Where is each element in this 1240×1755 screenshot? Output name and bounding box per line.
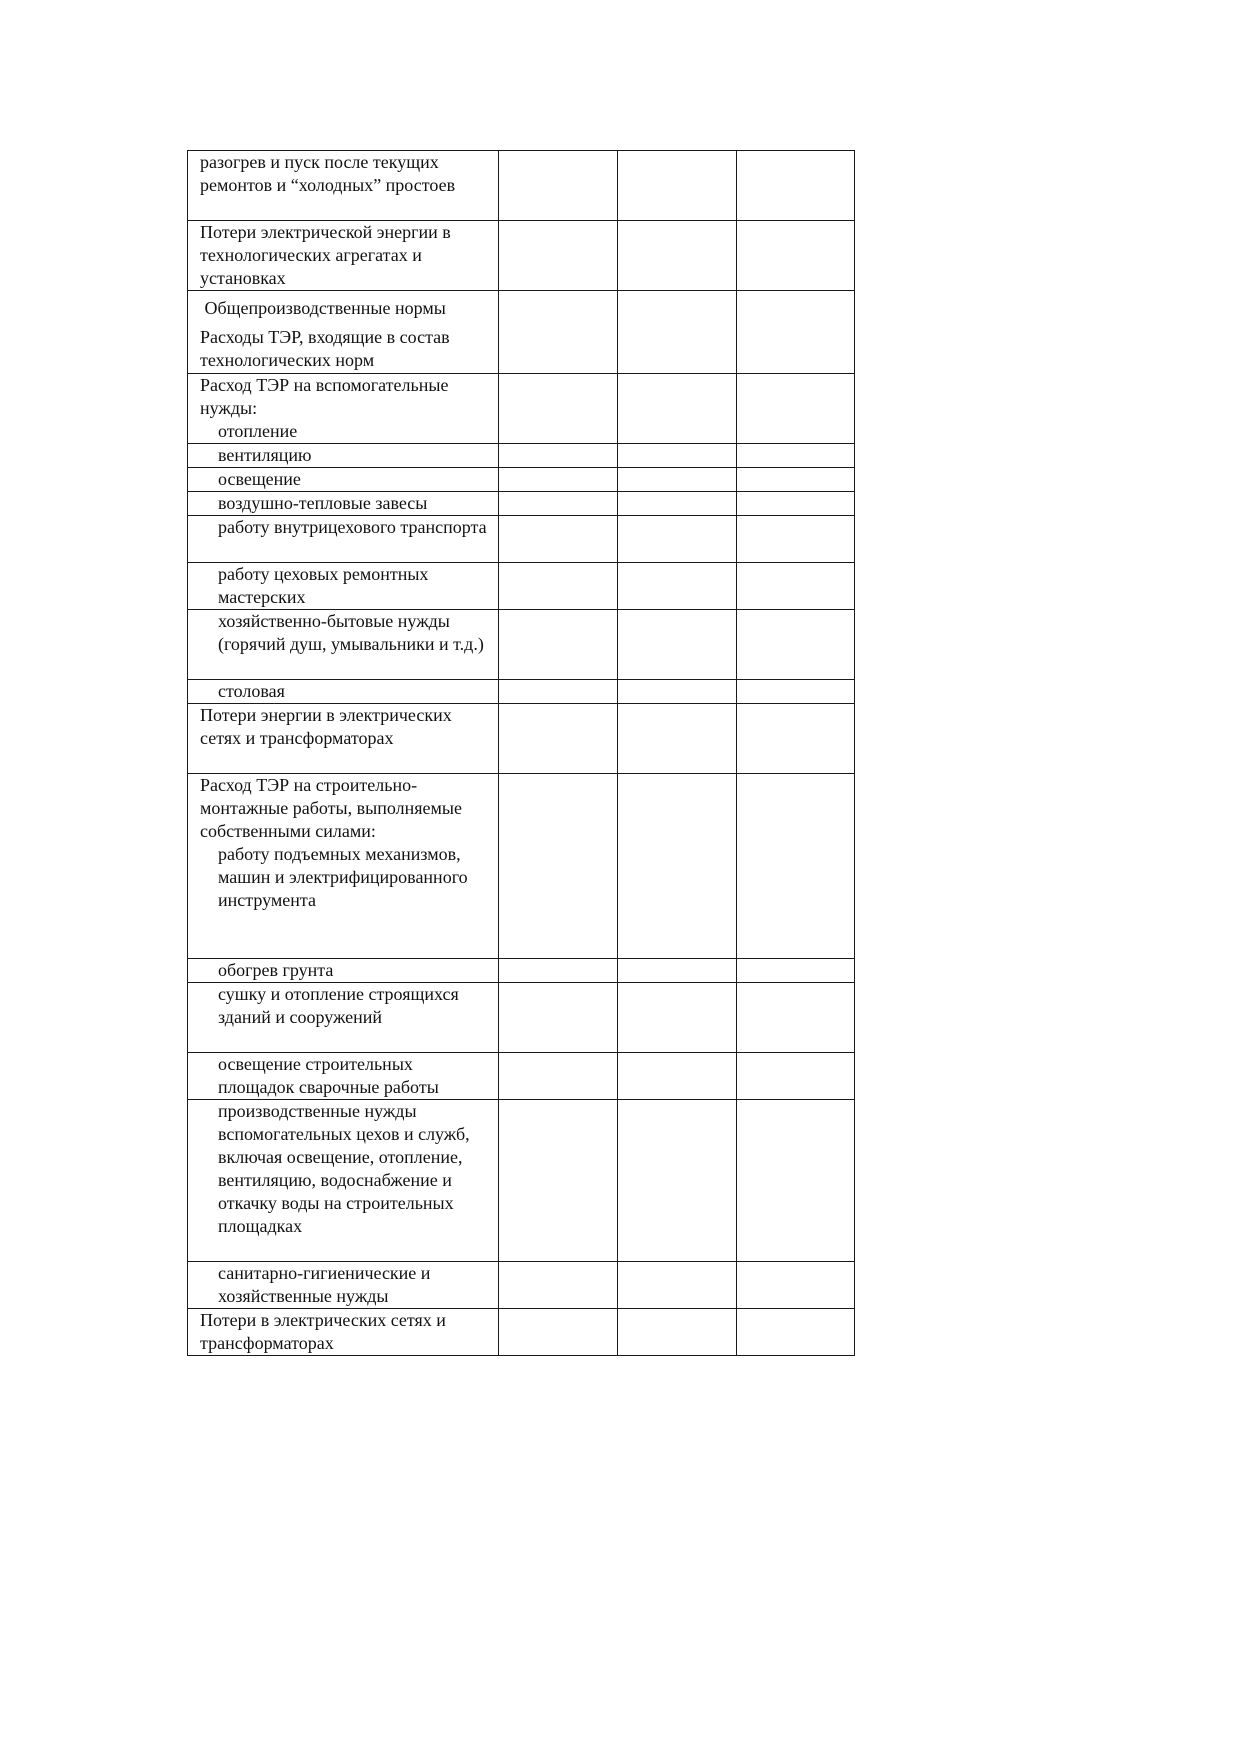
value-cell [499,1100,618,1262]
table-row [188,959,855,983]
row-label-cell [188,1309,499,1356]
table-row [188,221,855,291]
row-label-cell [188,291,499,374]
value-cell [618,959,737,983]
row-label-cell [188,704,499,774]
value-cell [618,492,737,516]
row-label: обогрев грунта [218,960,334,980]
table-row [188,680,855,704]
row-sub-label: отопление [218,421,298,441]
row-label: сушку и отопление строящихся зданий и сооружений [218,984,459,1027]
value-cell [737,610,855,680]
table-row [188,291,855,374]
row-label: столовая [218,681,285,701]
value-cell [618,151,737,221]
row-label: освещение [218,469,301,489]
value-cell [737,563,855,610]
value-cell [499,680,618,704]
row-sub-label: работу подъемных механизмов, машин и электрифицированного инструмента [218,844,468,910]
value-cell [737,1309,855,1356]
value-cell [737,291,855,374]
row-label: освещение строительных площадок сварочные работы [218,1054,439,1097]
value-cell [618,374,737,444]
row-label-cell [188,374,499,444]
row-label: хозяйственно-бытовые нужды (горячий душ, умывальники и т.д.) [218,611,484,654]
value-cell [499,983,618,1053]
row-label-cell [188,1100,499,1262]
value-cell [618,1100,737,1262]
value-cell [737,983,855,1053]
row-label-cell [188,221,499,291]
value-cell [499,492,618,516]
table-row [188,516,855,563]
value-cell [737,1100,855,1262]
value-cell [737,516,855,563]
row-label-cell [188,1053,499,1100]
value-cell [618,1053,737,1100]
value-cell [499,610,618,680]
row-label: разогрев и пуск после текущих ремонтов и “холодных” простоев [200,152,456,195]
row-label: производственные нужды вспомогательных цехов и служб, включая освещение, отопление, вентиляцию, водоснабжение и откачку воды на строительных площадках [218,1101,470,1236]
value-cell [618,291,737,374]
table-row [188,704,855,774]
value-cell [618,563,737,610]
section-heading: Общепроизводственные нормы [200,298,446,318]
row-label-cell [188,151,499,221]
row-label-cell [188,468,499,492]
value-cell [618,516,737,563]
table-row [188,492,855,516]
value-cell [737,959,855,983]
value-cell [737,774,855,959]
value-cell [618,444,737,468]
table-row [188,374,855,444]
norms-table [187,150,855,1356]
value-cell [618,610,737,680]
row-label: Расходы ТЭР, входящие в состав технологических норм [200,327,450,370]
row-label: санитарно-гигиенические и хозяйственные нужды [218,1263,431,1306]
value-cell [499,221,618,291]
value-cell [737,492,855,516]
value-cell [499,959,618,983]
table-row [188,610,855,680]
value-cell [499,774,618,959]
row-label-cell [188,1262,499,1309]
value-cell [737,468,855,492]
row-label-cell [188,959,499,983]
row-label-cell [188,610,499,680]
row-label-cell [188,680,499,704]
row-label: Потери электрической энергии в технологических агрегатах и установках [200,222,451,288]
table-row [188,444,855,468]
value-cell [499,468,618,492]
table-row [188,983,855,1053]
value-cell [618,704,737,774]
row-label: воздушно-тепловые завесы [218,493,428,513]
value-cell [737,221,855,291]
row-label: Расход ТЭР на вспомогательные нужды: [200,375,449,418]
row-label: вентиляцию [218,445,312,465]
value-cell [737,151,855,221]
value-cell [737,680,855,704]
row-label: работу цеховых ремонтных мастерских [218,564,429,607]
table-row [188,1262,855,1309]
value-cell [499,1309,618,1356]
value-cell [499,1262,618,1309]
value-cell [499,374,618,444]
row-label-cell [188,492,499,516]
value-cell [499,704,618,774]
row-label-cell [188,774,499,959]
table-row [188,1053,855,1100]
value-cell [618,680,737,704]
table-row [188,468,855,492]
table-row [188,774,855,959]
value-cell [618,468,737,492]
row-label-cell [188,516,499,563]
value-cell [737,444,855,468]
value-cell [618,1309,737,1356]
row-label: Потери в электрических сетях и трансформаторах [200,1310,446,1353]
value-cell [737,1053,855,1100]
value-cell [737,704,855,774]
value-cell [499,291,618,374]
value-cell [618,983,737,1053]
row-label: Расход ТЭР на строительно-монтажные работы, выполняемые собственными силами: [200,775,462,841]
value-cell [618,221,737,291]
table-row [188,1100,855,1262]
value-cell [737,1262,855,1309]
value-cell [499,563,618,610]
value-cell [499,444,618,468]
value-cell [499,516,618,563]
value-cell [618,1262,737,1309]
row-label-cell [188,983,499,1053]
row-label-cell [188,444,499,468]
table-row [188,151,855,221]
value-cell [737,374,855,444]
row-label: Потери энергии в электрических сетях и трансформаторах [200,705,452,748]
value-cell [499,1053,618,1100]
value-cell [499,151,618,221]
row-label-cell [188,563,499,610]
row-label: работу внутрицехового транспорта [218,517,487,537]
table-row [188,1309,855,1356]
value-cell [618,774,737,959]
table-row [188,563,855,610]
